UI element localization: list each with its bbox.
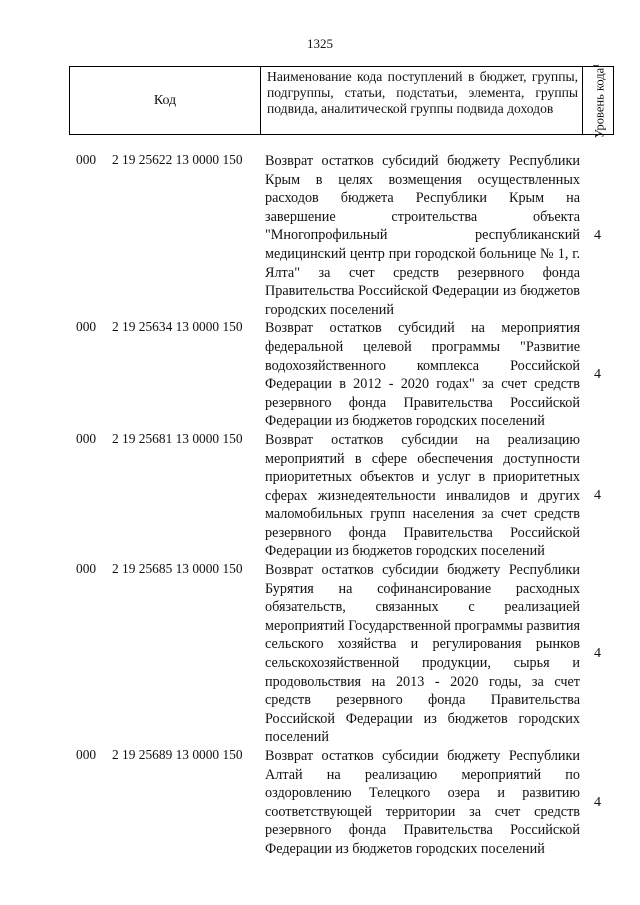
table-row bbox=[0, 152, 640, 319]
header-name: Наименование кода поступлений в бюджет, группы, подгруппы, статьи, подстатьи, элемента, группы подвида, аналитической группы подвида доходов bbox=[261, 67, 583, 134]
code-level: 4 bbox=[594, 227, 601, 243]
header-code: Код bbox=[70, 67, 261, 134]
code-level: 4 bbox=[594, 646, 601, 662]
header-level-text bbox=[590, 63, 605, 137]
admin-code: 000 bbox=[76, 319, 97, 335]
income-name: Возврат остатков субсидии на реализацию мероприятий в сфере обеспечения доступности приоритетных объектов и услуг в приоритетных сферах жизнедеятельности инвалидов и других маломобильных групп населения за счет средств резервного фонда Правительства Российской Федерации из бюджетов городских поселений bbox=[265, 431, 580, 560]
income-name: Возврат остатков субсидий на мероприятия федеральной целевой программы "Развитие водохозяйственного комплекса Российской Федерации в 2012 - 2020 годах" за счет средств резервного фонда Правительства Российской Федерации из бюджетов городских поселений bbox=[265, 320, 580, 430]
income-code: 2 19 25634 13 0000 150 bbox=[112, 319, 243, 335]
table-row bbox=[0, 561, 640, 747]
income-name: Возврат остатков субсидии бюджету Республики Алтай на реализацию мероприятий по оздоровлению Телецкого озера и развитию соответствующей территории за счет средств резервного фонда Правительства Российской Федерации из бюджетов городских поселений bbox=[265, 748, 580, 857]
table-row bbox=[0, 747, 640, 859]
income-code: 2 19 25689 13 0000 150 bbox=[112, 747, 243, 762]
admin-code: 000 bbox=[76, 152, 97, 167]
page-number: 1325 bbox=[307, 36, 333, 51]
table-row bbox=[0, 431, 640, 561]
table-header bbox=[69, 63, 614, 138]
income-name: Возврат остатков субсидий бюджету Республики Крым в целях возмещения осуществленных расходов бюджета Республики Крым на завершение строительства объекта "Многопрофильный республиканский медицинский центр при городской больнице № 1, г. Ялта" за счет средств резервного фонда Правительства Российской Федерации из бюджетов городских поселений bbox=[265, 153, 580, 318]
header-level-footnote: 1 bbox=[591, 63, 601, 68]
admin-code: 000 bbox=[76, 747, 97, 762]
admin-code: 000 bbox=[76, 561, 97, 577]
header-level-label: Уровень кода bbox=[592, 67, 607, 138]
header-level bbox=[583, 63, 613, 138]
income-code: 2 19 25622 13 0000 150 bbox=[112, 152, 243, 167]
income-code: 2 19 25685 13 0000 150 bbox=[112, 561, 243, 577]
code-level: 4 bbox=[594, 487, 601, 503]
admin-code: 000 bbox=[76, 430, 97, 446]
code-level: 4 bbox=[594, 367, 601, 383]
income-name: Возврат остатков субсидии бюджету Республики Бурятия на софинансирование расходных обязательств, связанных с реализацией мероприятий Государственной программы развития сельского хозяйства и регулирования рынков сельскохозяйственной продукции, сырья и продовольствия на 2013 - 2020 годы, за счет средств резервного фонда Правительства Российской Федерации из бюджетов городских поселений bbox=[265, 562, 580, 746]
table-row bbox=[0, 319, 640, 431]
code-level: 4 bbox=[594, 794, 601, 810]
income-codes-list bbox=[0, 152, 640, 859]
income-code: 2 19 25681 13 0000 150 bbox=[112, 430, 243, 446]
